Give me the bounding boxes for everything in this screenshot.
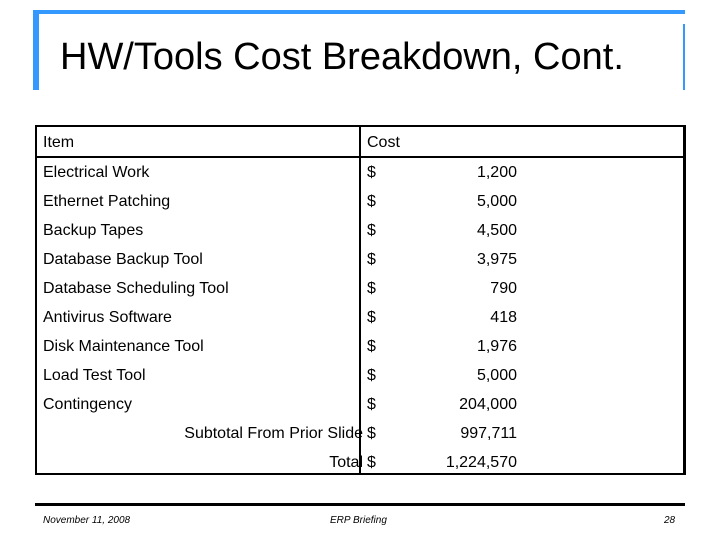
header-item: Item: [43, 134, 75, 151]
page-number: 28: [664, 515, 676, 526]
row-item: Database Backup Tool: [43, 251, 203, 268]
subtotal-row: [37, 419, 683, 448]
total-amount: 1,224,570: [445, 454, 517, 471]
total-row: [37, 448, 683, 477]
total-currency: $: [367, 454, 376, 471]
footer-divider: [35, 503, 685, 506]
table-row: [37, 245, 683, 274]
row-item: Ethernet Patching: [43, 193, 171, 210]
footer-title: ERP Briefing: [330, 515, 387, 526]
row-amount: 204,000: [459, 396, 517, 413]
total-label: Total: [329, 454, 363, 471]
row-currency: $: [367, 164, 376, 181]
table-header-row: [37, 128, 683, 157]
row-amount: 790: [490, 280, 517, 297]
row-amount: 418: [490, 309, 517, 326]
row-amount: 1,976: [476, 338, 517, 355]
cost-table: [35, 125, 686, 475]
subtotal-label: Subtotal From Prior Slide: [184, 425, 363, 442]
row-currency: $: [367, 338, 376, 355]
row-item: Disk Maintenance Tool: [43, 338, 204, 355]
table-row: [37, 303, 683, 332]
subtotal-currency: $: [367, 425, 376, 442]
row-currency: $: [367, 251, 376, 268]
row-amount: 5,000: [476, 367, 517, 384]
table-row: [37, 274, 683, 303]
table-row: [37, 216, 683, 245]
row-item: Database Scheduling Tool: [43, 280, 229, 297]
row-amount: 4,500: [476, 222, 517, 239]
row-item: Contingency: [43, 396, 132, 413]
row-currency: $: [367, 222, 376, 239]
table-row: [37, 332, 683, 361]
row-currency: $: [367, 280, 376, 297]
row-item: Antivirus Software: [43, 309, 172, 326]
row-item: Load Test Tool: [43, 367, 146, 384]
slide-title: HW/Tools Cost Breakdown, Cont.: [60, 36, 624, 78]
table-row: [37, 361, 683, 390]
row-amount: 1,200: [476, 164, 517, 181]
row-amount: 5,000: [476, 193, 517, 210]
row-item: Backup Tapes: [43, 222, 144, 239]
row-currency: $: [367, 396, 376, 413]
subtotal-amount: 997,711: [460, 425, 517, 442]
footer-date: November 11, 2008: [43, 515, 131, 526]
header-cost: Cost: [367, 134, 400, 151]
row-item: Electrical Work: [43, 164, 150, 181]
row-currency: $: [367, 367, 376, 384]
row-currency: $: [367, 309, 376, 326]
table-row: [37, 158, 683, 187]
table-row: [37, 390, 683, 419]
row-currency: $: [367, 193, 376, 210]
row-amount: 3,975: [476, 251, 517, 268]
table-row: [37, 187, 683, 216]
